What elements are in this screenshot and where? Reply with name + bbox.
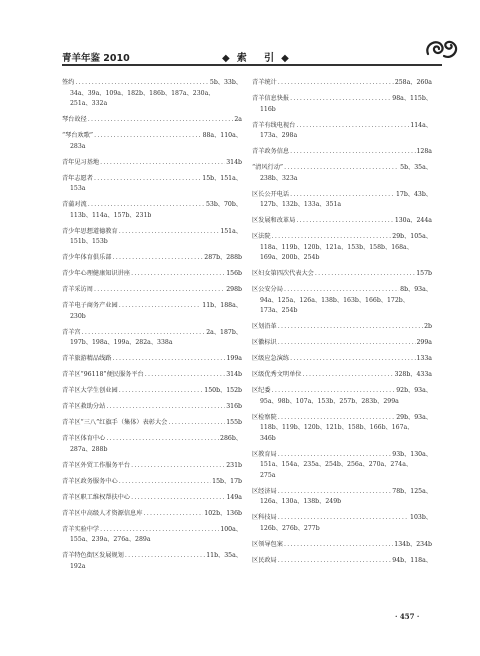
index-entry xyxy=(252,163,432,184)
index-entry xyxy=(62,477,242,488)
leader-dots xyxy=(278,338,416,349)
page-refs-continued: 151b、153b xyxy=(70,238,108,245)
page-refs-continued: 346b xyxy=(260,434,276,442)
page-refs: 134b、234b xyxy=(394,540,432,548)
leader-dots xyxy=(303,370,394,381)
index-term: 青羊采访周 xyxy=(62,286,93,293)
page-refs: 114a、 xyxy=(410,121,432,129)
leader-dots xyxy=(82,328,206,339)
index-term: 青羊信息快报 xyxy=(252,95,290,102)
page-refs-continued: 118a、119b、120b、121a、153b、158b、168a、 xyxy=(260,243,413,251)
index-entry xyxy=(252,413,432,445)
page-refs: 287b、288b xyxy=(204,254,242,261)
leader-dots xyxy=(315,269,415,280)
page-refs: 286b、 xyxy=(220,435,242,442)
leader-dots xyxy=(145,370,226,381)
page-refs: 150b、152b xyxy=(204,387,242,394)
index-entry xyxy=(62,525,242,546)
index-term: 区发展和改革局 xyxy=(252,217,296,224)
leader-dots xyxy=(113,253,204,264)
index-term: 青羊区救助分站 xyxy=(62,403,106,410)
page-refs: 11b、35a、 xyxy=(206,552,242,559)
page-refs: 157b xyxy=(416,270,432,277)
leader-dots xyxy=(119,227,220,238)
index-entry xyxy=(252,121,432,142)
index-entry xyxy=(62,402,242,413)
leader-dots xyxy=(75,78,209,89)
index-entry xyxy=(62,551,242,572)
leader-dots xyxy=(88,115,234,126)
page-refs-continued: 283a xyxy=(70,142,86,150)
index-term: 青羊有线电视台 xyxy=(252,121,296,129)
page-refs-continued: 94a、125a、126a、138b、163b、166b、172b、 xyxy=(260,296,409,304)
section-title: ◆索 引◆ xyxy=(222,53,296,64)
page-refs: 128a xyxy=(416,148,432,155)
page-number: · 457 · xyxy=(395,612,420,621)
index-term: 青羊特色街区发展规划 xyxy=(62,552,124,559)
index-entry xyxy=(252,147,432,158)
yearbook-title: 青羊年鉴 2010 xyxy=(62,53,130,64)
page-refs-continued: 127b、132b、133a、351a xyxy=(260,201,342,208)
index-term: 青少年心理健康知识讲座 xyxy=(62,270,131,277)
page-refs: 92b、93a、 xyxy=(396,387,432,394)
page-refs-continued: 192a xyxy=(70,562,86,570)
leader-dots xyxy=(94,131,201,142)
page-refs: 15b、151a、 xyxy=(202,174,242,182)
leader-dots xyxy=(106,434,219,445)
leader-dots xyxy=(113,354,226,365)
index-entry xyxy=(252,386,432,407)
page-refs: 133a xyxy=(416,355,432,362)
index-term: 青羊区“96118”便民服务平台 xyxy=(62,371,144,378)
index-term: 区徽标识 xyxy=(252,339,277,346)
page-refs: 299a xyxy=(416,339,432,346)
page-refs: 93b、130a、 xyxy=(392,450,432,458)
index-term: 区科技局 xyxy=(252,514,277,521)
index-entry xyxy=(62,115,242,126)
index-term: 签约 xyxy=(62,79,75,86)
page-refs: 29b、93a、 xyxy=(396,413,432,421)
index-entry xyxy=(62,253,242,264)
index-term: 区领导包案 xyxy=(252,540,283,548)
index-term: 青羊电子商务产业园 xyxy=(62,302,118,309)
page-refs-continued: 151a、154a、235a、254b、256a、270a、274a、 xyxy=(260,461,413,468)
index-term: 区纪委 xyxy=(252,387,271,394)
index-entry xyxy=(62,354,242,365)
index-entry xyxy=(62,418,242,429)
leader-dots xyxy=(290,147,415,158)
index-entry xyxy=(252,216,432,227)
index-term: 区经济局 xyxy=(252,487,277,495)
page-refs: 149a xyxy=(226,493,242,501)
leader-dots xyxy=(88,200,205,211)
index-entry xyxy=(62,386,242,397)
index-term: “清风行动” xyxy=(252,164,284,171)
page-refs: 88a、110a、 xyxy=(202,132,242,139)
page-refs: 78b、125a、 xyxy=(392,487,432,495)
index-entry xyxy=(62,434,242,455)
leader-dots xyxy=(278,487,392,498)
index-entry xyxy=(62,131,242,152)
page-refs-continued: 197b、198a、199a、282a、338a xyxy=(70,339,173,346)
page-refs: 2b xyxy=(424,323,432,330)
index-entry xyxy=(252,338,432,349)
page-refs: 98a、115b、 xyxy=(392,95,432,102)
page-refs: 11b、188a、 xyxy=(202,302,242,309)
page-refs-continued: 113b、114a、157b、231b xyxy=(70,211,152,219)
index-entry xyxy=(62,285,242,296)
index-entry xyxy=(62,269,242,280)
index-entry xyxy=(252,450,432,482)
logo-icon xyxy=(422,36,462,62)
index-term: 青少年思想道德教育 xyxy=(62,227,118,235)
page-refs-continued: 118b、119b、120b、121b、158b、166b、167a、 xyxy=(260,424,414,431)
leader-dots xyxy=(284,285,399,296)
page-refs-continued: 230b xyxy=(70,312,86,320)
page-refs-continued: 173a、298a xyxy=(260,132,298,139)
index-term: 青羊实验中学 xyxy=(62,525,100,533)
index-entry xyxy=(62,461,242,472)
index-term: 区长公开电话 xyxy=(252,190,290,198)
index-entry xyxy=(62,301,242,322)
index-entry xyxy=(252,487,432,508)
leader-dots xyxy=(106,402,225,413)
page-refs-continued: 126b、276b、277b xyxy=(260,524,320,532)
index-term: 青蒲对流 xyxy=(62,201,87,208)
page-refs: 94b、118a、 xyxy=(392,556,432,564)
page-refs-continued: 116b xyxy=(260,105,276,113)
index-entry xyxy=(252,322,432,333)
leader-dots xyxy=(131,461,225,472)
page-refs: 231b xyxy=(226,461,242,469)
page-refs: 15b、17b xyxy=(212,477,242,485)
index-entry xyxy=(62,493,242,504)
page-refs-continued: 34a、39a、109a、182b、186b、187a、230a、 xyxy=(70,89,215,97)
index-term: 区公安分局 xyxy=(252,286,283,293)
page-refs: 17b、43b、 xyxy=(395,190,432,198)
page-refs-continued: 275a xyxy=(260,471,276,479)
running-header xyxy=(62,36,442,64)
page-refs: 5b、33b、 xyxy=(209,79,242,86)
leader-dots xyxy=(143,509,203,520)
leader-dots xyxy=(290,354,415,365)
page-refs: 103b、 xyxy=(410,514,432,521)
index-term: 区划沿革 xyxy=(252,323,277,330)
page-refs-continued: 287a、288b xyxy=(70,445,108,453)
index-term: 琴台故径 xyxy=(62,116,87,123)
page-refs: 8b、93a、 xyxy=(400,286,432,293)
index-entry xyxy=(252,94,432,115)
page-refs-continued: 251a、332a xyxy=(70,100,108,107)
leader-dots xyxy=(119,477,211,488)
index-term: 区级应急演练 xyxy=(252,355,290,362)
page-refs-continued: 238b、323a xyxy=(260,174,298,182)
index-entry xyxy=(252,556,432,567)
index-entry xyxy=(62,174,242,195)
leader-dots xyxy=(290,190,395,201)
index-term: 青年志愿者 xyxy=(62,174,93,182)
page-refs: 316b xyxy=(226,403,242,410)
index-term: 青羊区职工维权帮扶中心 xyxy=(62,493,131,501)
index-entry xyxy=(62,370,242,381)
leader-dots xyxy=(272,386,396,397)
page-refs: 328b、433a xyxy=(394,371,432,378)
index-entry xyxy=(252,370,432,381)
leader-dots xyxy=(284,540,393,551)
index-entry xyxy=(252,513,432,534)
leader-dots xyxy=(168,418,225,429)
page-refs-continued: 173a、254b xyxy=(260,307,298,314)
page-refs-continued: 169a、200b、254b xyxy=(260,254,320,261)
leader-dots xyxy=(119,386,204,397)
index-entry xyxy=(62,78,242,110)
header-rule xyxy=(62,64,442,66)
index-term: 青羊区“三八”红旗手（集体）表彰大会 xyxy=(62,419,168,426)
leader-dots xyxy=(278,322,423,333)
page-refs: 102b、136b xyxy=(204,509,242,517)
index-entry xyxy=(252,78,432,89)
leader-dots xyxy=(100,158,225,169)
leader-dots xyxy=(131,269,225,280)
page-refs: 29b、105a、 xyxy=(392,233,432,240)
index-term: 青羊区政务服务中心 xyxy=(62,477,118,485)
leader-dots xyxy=(125,551,205,562)
index-term: 青羊区外贸工作服务平台 xyxy=(62,461,131,469)
leader-dots xyxy=(296,216,394,227)
page-refs: 156b xyxy=(226,270,242,277)
index-term: 青羊旅游精品线路 xyxy=(62,355,112,362)
index-term: 区法院 xyxy=(252,233,271,240)
index-term: 青羊政务信息 xyxy=(252,148,290,155)
index-term: 青羊区中高级人才资源信息库 xyxy=(62,509,143,517)
page-refs: 314b xyxy=(226,158,242,166)
page-refs: 298b xyxy=(226,286,242,293)
page-refs: 2a、187b、 xyxy=(206,328,242,336)
page-refs: 258a、260a xyxy=(394,79,432,86)
index-entry xyxy=(252,269,432,280)
index-entry xyxy=(252,540,432,551)
page-refs-continued: 153a xyxy=(70,185,86,192)
leader-dots xyxy=(119,301,202,312)
leader-dots xyxy=(131,493,225,504)
index-entry xyxy=(62,158,242,169)
index-term: 区民政局 xyxy=(252,556,277,564)
index-term: 区级优秀文明单位 xyxy=(252,371,302,378)
index-entry xyxy=(252,232,432,264)
leader-dots xyxy=(100,525,219,536)
page-refs: 130a、244a xyxy=(394,217,432,224)
page-refs: 151a、 xyxy=(220,227,242,235)
leader-dots xyxy=(278,78,394,89)
page-refs: 100a、 xyxy=(220,525,242,533)
index-entry xyxy=(252,285,432,317)
index-entry xyxy=(62,227,242,248)
leader-dots xyxy=(290,94,391,105)
index-entry xyxy=(252,190,432,211)
index-entry xyxy=(62,328,242,349)
index-term: 青羊区大学生创业园 xyxy=(62,387,118,394)
index-entry xyxy=(62,200,242,221)
index-entry xyxy=(252,354,432,365)
index-term: 青羊统计 xyxy=(252,79,277,86)
leader-dots xyxy=(278,513,409,524)
page-refs: 199a xyxy=(226,355,242,362)
index-column-left xyxy=(62,78,242,578)
index-term: 青少年体育俱乐部 xyxy=(62,254,112,261)
index-entry xyxy=(62,509,242,520)
leader-dots xyxy=(272,232,392,243)
leader-dots xyxy=(278,413,395,424)
index-term: 区检察院 xyxy=(252,413,277,421)
leader-dots xyxy=(278,450,392,461)
page-refs: 53b、70b、 xyxy=(205,201,242,208)
index-term: “琴台欢歌” xyxy=(62,132,94,139)
page-refs-continued: 155a、239a、276a、289a xyxy=(70,536,151,543)
page-refs: 155b xyxy=(226,419,242,426)
leader-dots xyxy=(94,174,201,185)
leader-dots xyxy=(278,556,392,567)
leader-dots xyxy=(94,285,225,296)
page-refs: 314b xyxy=(226,371,242,378)
index-term: 区妇女第四次代表大会 xyxy=(252,270,314,277)
index-term: 青羊区体育中心 xyxy=(62,435,106,442)
index-term: 青年见习基地 xyxy=(62,158,100,166)
leader-dots xyxy=(296,121,409,132)
index-column-right xyxy=(252,78,432,572)
leader-dots xyxy=(284,163,399,174)
page-refs: 2a xyxy=(234,116,242,123)
page-refs-continued: 95a、98b、107a、153b、257b、283b、299a xyxy=(260,397,399,405)
page-refs-continued: 126a、130a、138b、249b xyxy=(260,498,342,505)
index-term: 区教育局 xyxy=(252,450,277,458)
page-refs: 5b、35a、 xyxy=(400,164,432,171)
index-term: 青羊宫 xyxy=(62,328,81,336)
